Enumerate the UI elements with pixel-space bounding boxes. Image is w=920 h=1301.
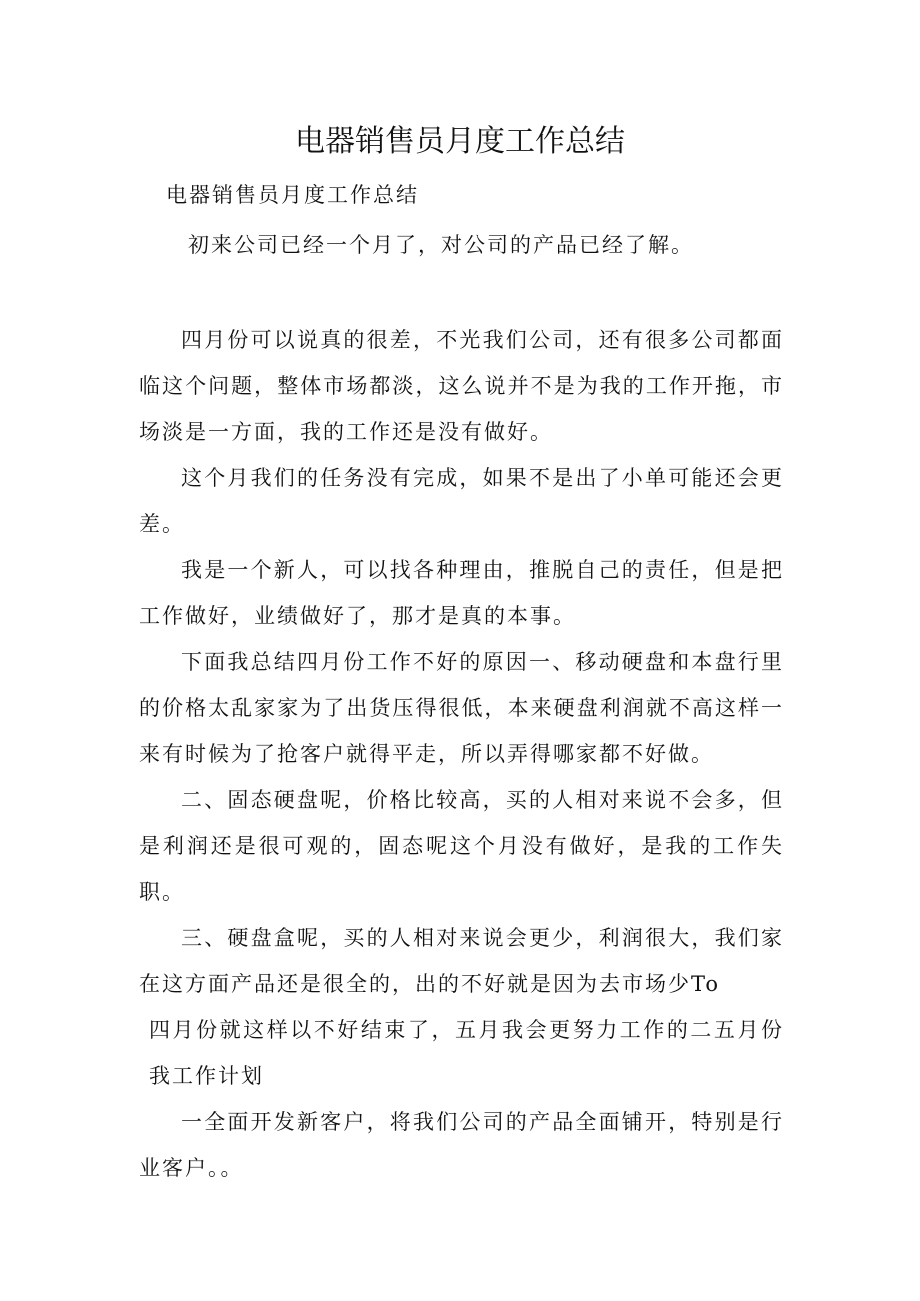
paragraph: 我是一个新人，可以找各种理由，推脱自己的责任，但是把工作做好，业绩做好了，那才是真的本事。	[139, 558, 784, 628]
document-body	[139, 317, 784, 1191]
paragraph: 下面我总结四月份工作不好的原因一、移动硬盘和本盘行里的价格太乱家家为了出货压得很低，本来硬盘利润就不高这样一来有时候为了抢客户就得平走，所以弄得哪家都不好做。	[139, 650, 784, 766]
document-subtitle: 电器销售员月度工作总结	[166, 183, 419, 207]
paragraph: 四月份可以说真的很差，不光我们公司，还有很多公司都面临这个问题，整体市场都淡，这么说并不是为我的工作开拖，市场淡是一方面，我的工作还是没有做好。	[139, 328, 784, 444]
paragraph: 一全面开发新客户，将我们公司的产品全面铺开，特别是行业客户。。	[139, 1110, 784, 1180]
paragraph: 四月份就这样以不好结束了，五月我会更努力工作的二五月份我工作计划	[149, 1018, 784, 1088]
paragraph: 三、硬盘盒呢，买的人相对来说会更少，利润很大，我们家在这方面产品还是很全的，出的不好就是因为去市场少To	[139, 926, 784, 996]
paragraph: 二、固态硬盘呢，价格比较高，买的人相对来说不会多，但是利润还是很可观的，固态呢这个月没有做好，是我的工作失职。	[139, 788, 784, 904]
document-title: 电器销售员月度工作总结	[295, 124, 625, 159]
intro-paragraph: 初来公司已经一个月了，对公司的产品已经了解。	[188, 233, 694, 257]
paragraph: 这个月我们的任务没有完成，如果不是出了小单可能还会更差。	[139, 466, 784, 536]
